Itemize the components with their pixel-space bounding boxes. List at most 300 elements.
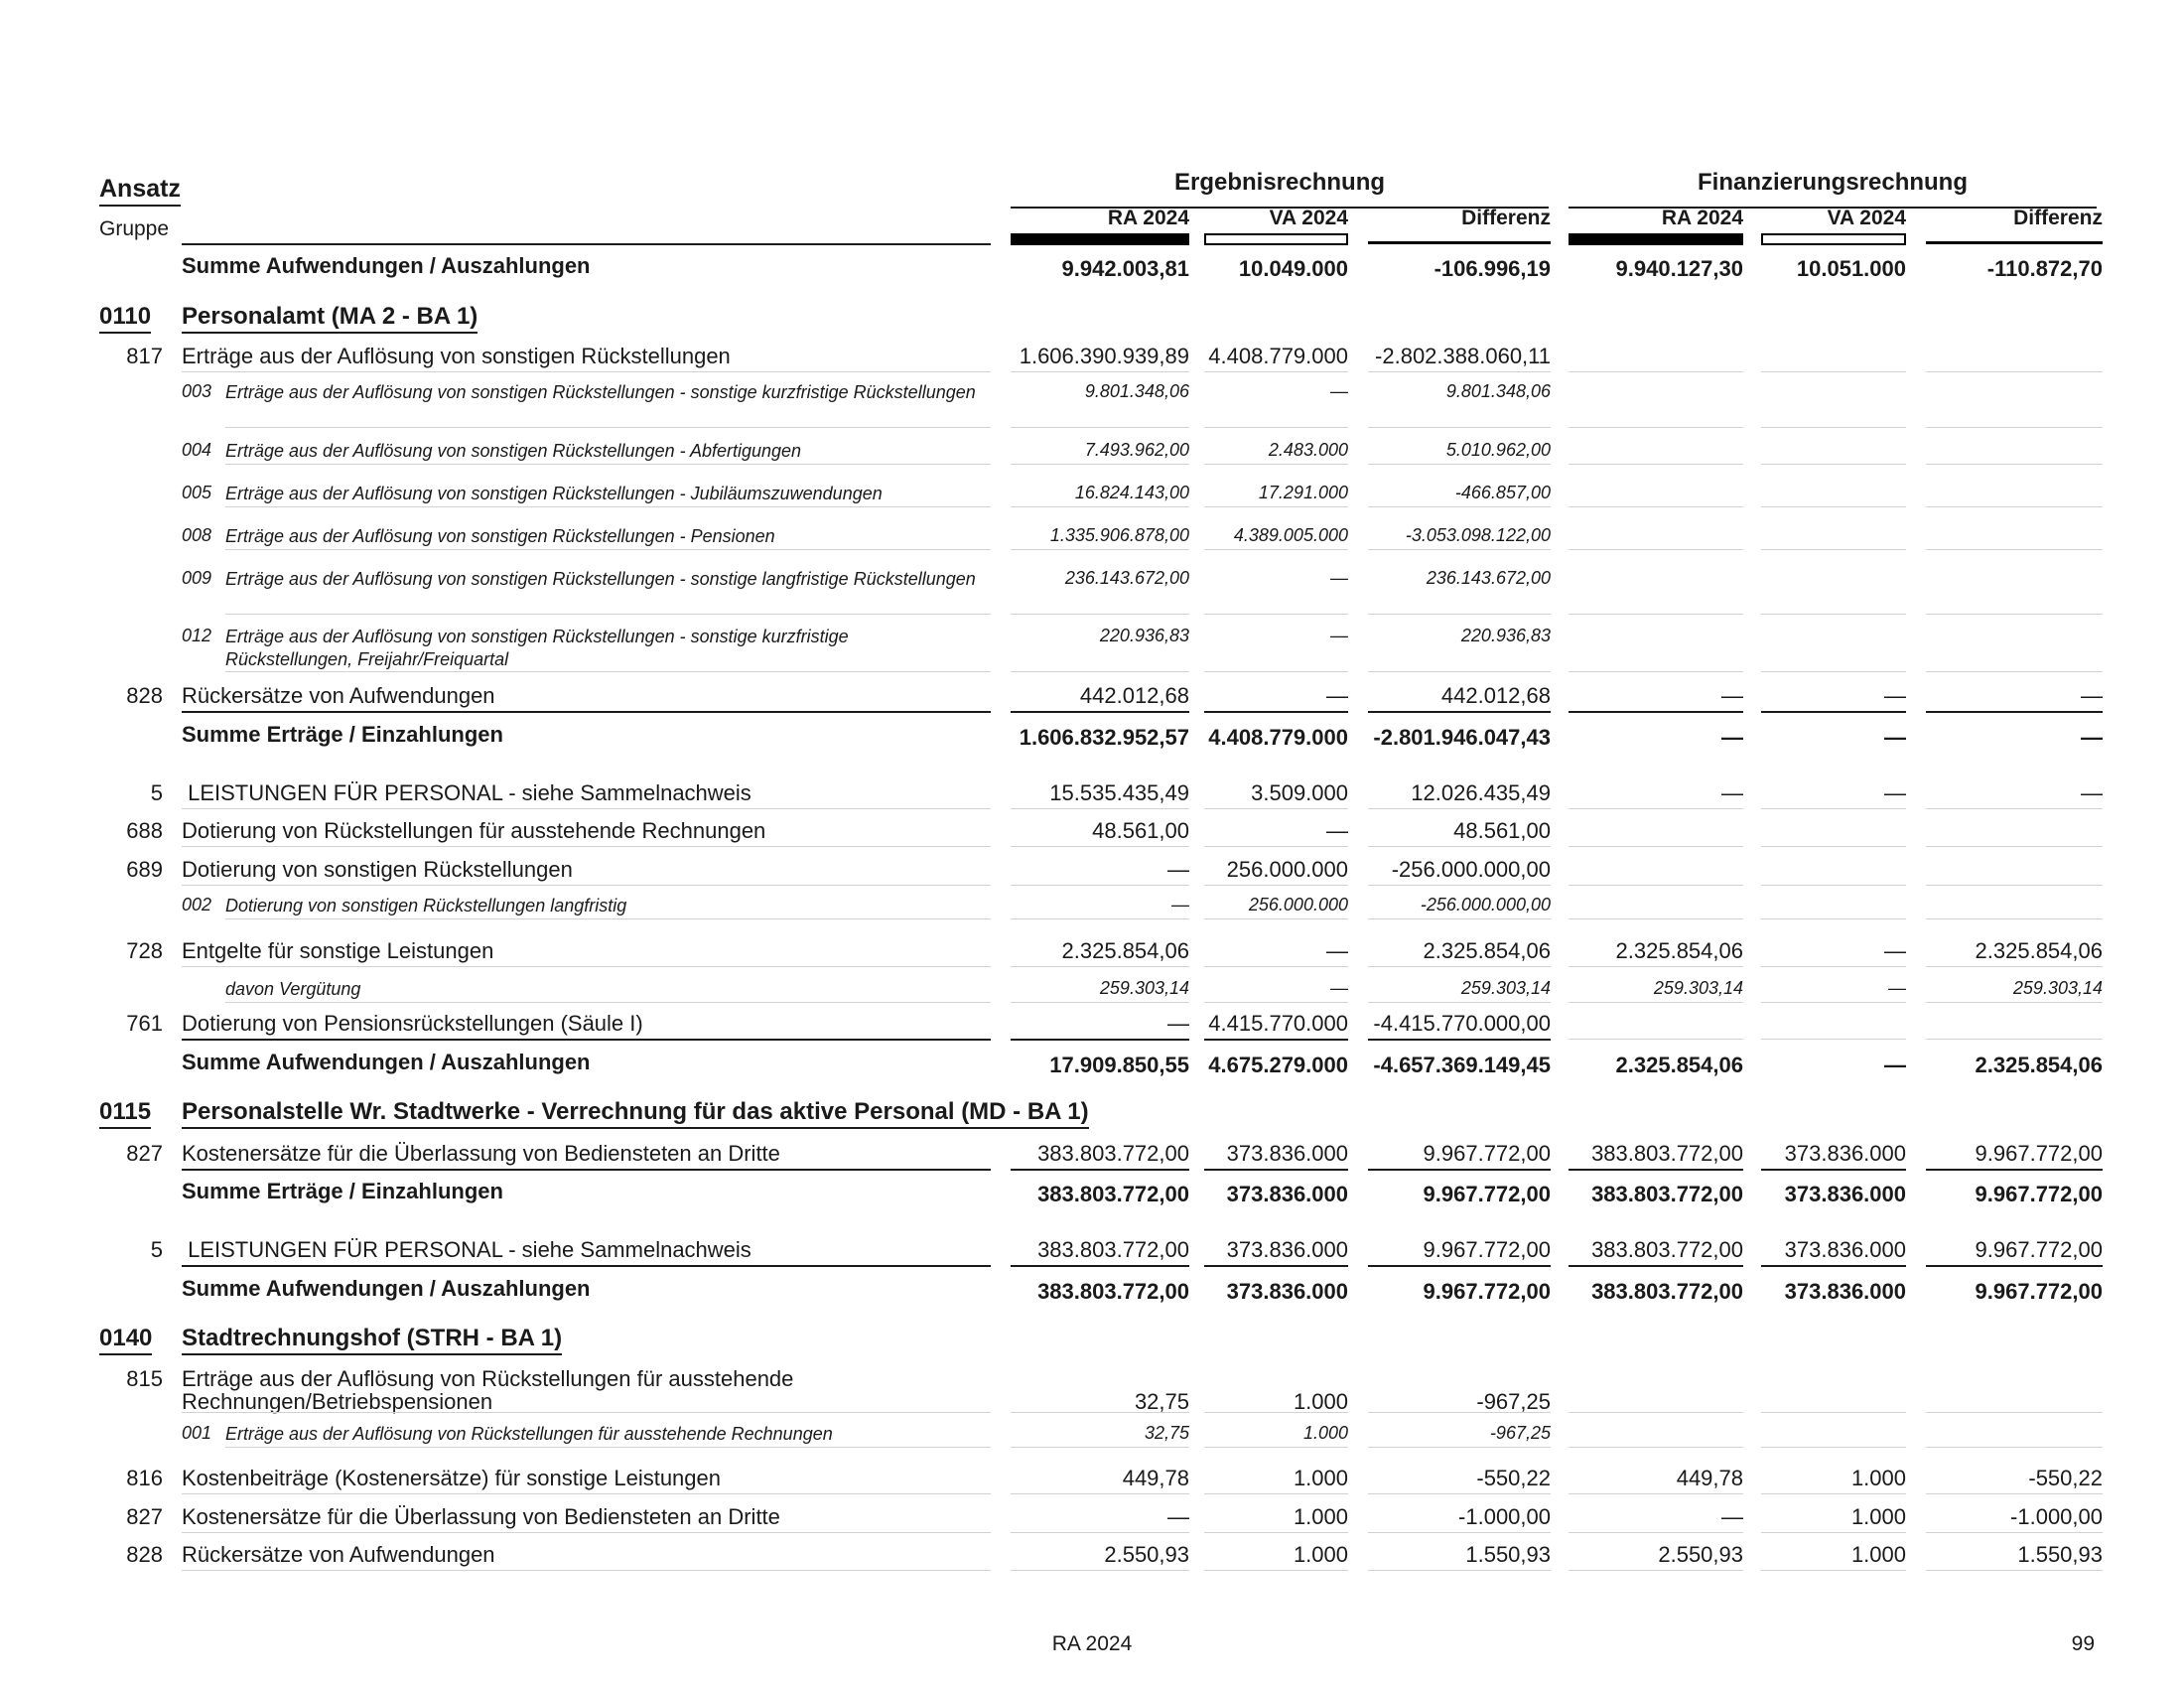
cell-rule: [1011, 711, 1189, 713]
cell-ergebnis-ra-2024: 1.335.906.878,00: [1049, 525, 1189, 545]
row-label: Kostenersätze für die Überlassung von Bediensteten an Dritte: [182, 1141, 780, 1166]
cell-rule: [1926, 1493, 2103, 1494]
cell-rule: [1926, 918, 2103, 919]
cell-ergebnis-va-2024: 4.408.779.000: [1208, 344, 1348, 368]
cell-rule: [1569, 549, 1743, 550]
row-label: Entgelte für sonstige Leistungen: [182, 938, 494, 963]
cell-rule: [1204, 808, 1348, 809]
row-rule: [182, 1532, 991, 1533]
row-rule: [182, 1493, 991, 1494]
col-header-ergebnis-va-2024: VA 2024: [1269, 207, 1348, 229]
cell-finanz-differenz: 9.967.772,00: [1975, 1182, 2103, 1206]
row-rule: [182, 1169, 991, 1171]
cell-rule: [1761, 1265, 1906, 1267]
cell-rule: [1569, 464, 1743, 465]
cell-rule: [1926, 464, 2103, 465]
row-code: 761: [126, 1011, 163, 1036]
cell-ergebnis-va-2024: —: [1330, 978, 1348, 998]
cell-ergebnis-differenz: -256.000.000,00: [1420, 895, 1551, 914]
cell-ergebnis-differenz: 220.936,83: [1460, 626, 1551, 645]
row-rule: [182, 966, 991, 967]
cell-rule: [1204, 711, 1348, 713]
row-rule: [182, 1412, 991, 1413]
cell-finanz-ra-2024: 2.550,93: [1658, 1542, 1743, 1567]
cell-rule: [1761, 614, 1906, 615]
cell-ergebnis-ra-2024: 48.561,00: [1092, 818, 1189, 843]
cell-finanz-ra-2024: 383.803.772,00: [1591, 1182, 1743, 1206]
row-rule: [225, 918, 991, 919]
row-code: 009: [182, 568, 212, 588]
cell-rule: [1761, 1570, 1906, 1571]
cell-rule: [1368, 427, 1551, 428]
cell-finanz-differenz: -110.872,70: [1986, 256, 2103, 281]
row-label: Erträge aus der Auflösung von sonstigen Rückstellungen - sonstige kurzfristige Rückstellungen: [225, 382, 976, 402]
cell-rule: [1569, 885, 1743, 886]
row-rule: [225, 1002, 991, 1003]
cell-ergebnis-va-2024: —: [1330, 626, 1348, 645]
cell-rule: [1011, 371, 1189, 372]
cell-finanz-differenz: 2.325.854,06: [1975, 938, 2103, 963]
cell-finanz-ra-2024: 383.803.772,00: [1591, 1279, 1743, 1304]
cell-ergebnis-ra-2024: 9.942.003,81: [1061, 256, 1189, 281]
cell-rule: [1011, 1039, 1189, 1041]
cell-rule: [1926, 427, 2103, 428]
row-label: LEISTUNGEN FÜR PERSONAL - siehe Sammelnachweis: [182, 1237, 751, 1262]
cell-rule: [1204, 671, 1348, 672]
cell-rule: [1368, 549, 1551, 550]
cell-finanz-va-2024: —: [1884, 938, 1906, 963]
cell-rule: [1368, 1039, 1551, 1041]
row-rule: [182, 846, 991, 847]
cell-rule: [1204, 549, 1348, 550]
cell-ergebnis-va-2024: —: [1330, 381, 1348, 401]
cell-finanz-differenz: 9.967.772,00: [1975, 1279, 2103, 1304]
row-rule: [225, 427, 991, 428]
section-code: 0115: [99, 1098, 151, 1129]
cell-rule: [1204, 1265, 1348, 1267]
cell-rule: [1011, 1265, 1189, 1267]
cell-finanz-differenz: —: [2081, 683, 2103, 708]
row-code: 827: [126, 1141, 163, 1166]
cell-rule: [1011, 614, 1189, 615]
row-code: 828: [126, 683, 163, 708]
row-label: Erträge aus der Auflösung von sonstigen Rückstellungen - Abfertigungen: [225, 441, 802, 461]
row-code: 817: [126, 344, 163, 368]
cell-ergebnis-ra-2024: 383.803.772,00: [1037, 1279, 1189, 1304]
cell-rule: [1761, 1447, 1906, 1448]
cell-rule: [1761, 371, 1906, 372]
cell-rule: [1204, 1412, 1348, 1413]
row-label: Summe Aufwendungen / Auszahlungen: [182, 1050, 591, 1074]
cell-ergebnis-va-2024: 2.483.000: [1268, 440, 1348, 460]
cell-rule: [1926, 808, 2103, 809]
cell-rule: [1926, 885, 2103, 886]
row-code: 001: [182, 1423, 212, 1443]
row-rule: [182, 1265, 991, 1267]
row-label: Erträge aus der Auflösung von Rückstellungen für ausstehende Rechnungen: [225, 1424, 833, 1444]
cell-rule: [1569, 808, 1743, 809]
finanzierungsrechnung-header: Finanzierungsrechnung: [1569, 169, 2097, 209]
cell-finanz-ra-2024: 9.940.127,30: [1615, 256, 1743, 281]
cell-rule: [1011, 885, 1189, 886]
cell-rule: [1204, 1002, 1348, 1003]
ergebnisrechnung-header: Ergebnisrechnung: [1011, 169, 1549, 209]
cell-ergebnis-va-2024: 256.000.000: [1248, 895, 1348, 914]
cell-rule: [1011, 1002, 1189, 1003]
cell-rule: [1011, 671, 1189, 672]
cell-rule: [1204, 1039, 1348, 1041]
section-title: Personalstelle Wr. Stadtwerke - Verrechnung für das aktive Personal (MD - BA 1): [182, 1098, 1089, 1129]
row-rule: [182, 1570, 991, 1571]
row-label: Erträge aus der Auflösung von sonstigen Rückstellungen: [182, 344, 731, 368]
row-label: Dotierung von sonstigen Rückstellungen langfristig: [225, 896, 627, 915]
row-label: Dotierung von Rückstellungen für ausstehende Rechnungen: [182, 818, 766, 843]
cell-rule: [1011, 549, 1189, 550]
header-rule: [182, 243, 991, 245]
cell-rule: [1011, 427, 1189, 428]
cell-ergebnis-ra-2024: 16.824.143,00: [1074, 483, 1189, 502]
cell-ergebnis-ra-2024: —: [1167, 1504, 1189, 1529]
cell-finanz-va-2024: —: [1888, 978, 1906, 998]
cell-rule: [1926, 1532, 2103, 1533]
row-label: Erträge aus der Auflösung von Rückstellungen für ausstehende: [182, 1366, 794, 1391]
cell-finanz-differenz: 9.967.772,00: [1975, 1237, 2103, 1262]
row-label: Erträge aus der Auflösung von sonstigen Rückstellungen - sonstige kurzfristige Rückstellungen, Freijahr/Freiquartal: [225, 627, 849, 669]
section-code: 0110: [99, 303, 151, 334]
cell-ergebnis-ra-2024: 383.803.772,00: [1037, 1237, 1189, 1262]
cell-ergebnis-va-2024: 4.408.779.000: [1208, 725, 1348, 750]
cell-rule: [1761, 846, 1906, 847]
cell-rule: [1761, 464, 1906, 465]
cell-ergebnis-differenz: 9.967.772,00: [1423, 1182, 1551, 1206]
cell-ergebnis-va-2024: —: [1326, 818, 1348, 843]
row-rule: [225, 1447, 991, 1448]
cell-ergebnis-differenz: 5.010.962,00: [1445, 440, 1551, 460]
cell-ergebnis-ra-2024: 7.493.962,00: [1084, 440, 1189, 460]
cell-finanz-va-2024: —: [1884, 683, 1906, 708]
row-rule: [225, 549, 991, 550]
cell-finanz-differenz: -550,22: [2028, 1466, 2103, 1490]
cell-ergebnis-differenz: -256.000.000,00: [1391, 857, 1551, 882]
cell-finanz-ra-2024: 383.803.772,00: [1591, 1141, 1743, 1166]
cell-finanz-differenz: 259.303,14: [2012, 978, 2103, 998]
cell-rule: [1569, 671, 1743, 672]
cell-rule: [1569, 918, 1743, 919]
cell-ergebnis-ra-2024: 32,75: [1144, 1423, 1189, 1443]
row-rule: [182, 1039, 991, 1041]
cell-ergebnis-differenz: -4.415.770.000,00: [1373, 1011, 1551, 1036]
row-label: LEISTUNGEN FÜR PERSONAL - siehe Sammelnachweis: [182, 780, 751, 805]
cell-ergebnis-va-2024: 1.000: [1293, 1504, 1348, 1529]
cell-finanz-ra-2024: —: [1721, 683, 1743, 708]
row-label: Erträge aus der Auflösung von sonstigen Rückstellungen - Jubiläumszuwendungen: [225, 484, 883, 503]
cell-ergebnis-va-2024: 373.836.000: [1226, 1237, 1348, 1262]
cell-ergebnis-va-2024: 4.389.005.000: [1233, 525, 1348, 545]
row-code: 728: [126, 938, 163, 963]
row-label: Summe Erträge / Einzahlungen: [182, 722, 503, 747]
cell-rule: [1761, 885, 1906, 886]
row-label: Summe Erträge / Einzahlungen: [182, 1179, 503, 1203]
cell-ergebnis-differenz: 9.967.772,00: [1423, 1279, 1551, 1304]
cell-rule: [1569, 1169, 1743, 1171]
cell-rule: [1204, 1532, 1348, 1533]
cell-ergebnis-ra-2024: 15.535.435,49: [1049, 780, 1189, 805]
cell-ergebnis-va-2024: 1.000: [1302, 1423, 1348, 1443]
cell-ergebnis-ra-2024: 442.012,68: [1079, 683, 1189, 708]
cell-finanz-va-2024: 373.836.000: [1784, 1279, 1906, 1304]
cell-rule: [1761, 966, 1906, 967]
cell-ergebnis-differenz: 2.325.854,06: [1423, 938, 1551, 963]
cell-ergebnis-ra-2024: 259.303,14: [1099, 978, 1189, 998]
cell-rule: [1926, 1265, 2103, 1267]
cell-rule: [1569, 1002, 1743, 1003]
cell-ergebnis-va-2024: —: [1326, 683, 1348, 708]
cell-rule: [1569, 427, 1743, 428]
cell-rule: [1926, 1412, 2103, 1413]
cell-rule: [1761, 1002, 1906, 1003]
cell-rule: [1204, 846, 1348, 847]
cell-rule: [1926, 549, 2103, 550]
cell-rule: [1368, 671, 1551, 672]
cell-ergebnis-differenz: -3.053.098.122,00: [1405, 525, 1551, 545]
cell-rule: [1926, 1447, 2103, 1448]
cell-ergebnis-va-2024: 373.836.000: [1226, 1141, 1348, 1166]
row-label: Rückersätze von Aufwendungen: [182, 1542, 495, 1567]
cell-rule: [1011, 1447, 1189, 1448]
cell-rule: [1368, 918, 1551, 919]
section-code: 0140: [99, 1325, 152, 1355]
cell-rule: [1011, 808, 1189, 809]
cell-rule: [1569, 711, 1743, 713]
row-code: 688: [126, 818, 163, 843]
cell-rule: [1569, 1570, 1743, 1571]
col-header-bar: [1011, 233, 1189, 245]
cell-ergebnis-differenz: 259.303,14: [1460, 978, 1551, 998]
cell-ergebnis-differenz: -2.802.388.060,11: [1375, 344, 1551, 368]
row-code: 5: [150, 1237, 163, 1262]
cell-finanz-va-2024: 1.000: [1850, 1504, 1906, 1529]
cell-finanz-va-2024: 1.000: [1850, 1466, 1906, 1490]
cell-rule: [1761, 1493, 1906, 1494]
cell-rule: [1926, 614, 2103, 615]
cell-rule: [1204, 1447, 1348, 1448]
row-code: 003: [182, 381, 212, 401]
cell-rule: [1368, 711, 1551, 713]
cell-ergebnis-va-2024: 10.049.000: [1238, 256, 1348, 281]
cell-ergebnis-va-2024: 1.000: [1293, 1389, 1348, 1414]
cell-ergebnis-differenz: -967,25: [1489, 1423, 1551, 1443]
cell-ergebnis-differenz: 236.143.672,00: [1426, 568, 1551, 588]
cell-rule: [1204, 1570, 1348, 1571]
row-rule: [182, 371, 991, 372]
cell-ergebnis-ra-2024: 1.606.832.952,57: [1019, 725, 1189, 750]
cell-rule: [1761, 1532, 1906, 1533]
cell-rule: [1204, 918, 1348, 919]
row-code: 008: [182, 525, 212, 545]
cell-ergebnis-ra-2024: 383.803.772,00: [1037, 1182, 1189, 1206]
row-rule: [225, 464, 991, 465]
section-title: Personalamt (MA 2 - BA 1): [182, 303, 478, 334]
cell-ergebnis-differenz: -2.801.946.047,43: [1373, 725, 1551, 750]
cell-rule: [1569, 1039, 1743, 1040]
cell-rule: [1011, 1169, 1189, 1171]
cell-rule: [1926, 371, 2103, 372]
cell-finanz-va-2024: —: [1884, 780, 1906, 805]
row-label: Summe Aufwendungen / Auszahlungen: [182, 253, 591, 278]
row-rule: [182, 711, 991, 713]
row-rule: [182, 808, 991, 809]
cell-rule: [1204, 1169, 1348, 1171]
cell-finanz-differenz: —: [2081, 725, 2103, 750]
cell-rule: [1204, 614, 1348, 615]
cell-finanz-differenz: -1.000,00: [2010, 1504, 2103, 1529]
cell-finanz-va-2024: 10.051.000: [1796, 256, 1906, 281]
cell-rule: [1368, 846, 1551, 847]
cell-rule: [1926, 966, 2103, 967]
cell-rule: [1368, 1265, 1551, 1267]
row-rule: [225, 506, 991, 507]
cell-rule: [1204, 427, 1348, 428]
cell-ergebnis-ra-2024: 1.606.390.939,89: [1019, 344, 1189, 368]
cell-ergebnis-va-2024: 3.509.000: [1251, 780, 1348, 805]
cell-rule: [1011, 506, 1189, 507]
row-code: 5: [150, 780, 163, 805]
page-number: 99: [2071, 1632, 2095, 1655]
cell-rule: [1368, 1532, 1551, 1533]
col-header-bar: [1761, 233, 1906, 245]
row-rule: [225, 614, 991, 615]
cell-ergebnis-va-2024: 1.000: [1293, 1466, 1348, 1490]
cell-rule: [1368, 1447, 1551, 1448]
cell-ergebnis-ra-2024: 9.801.348,06: [1084, 381, 1189, 401]
cell-finanz-differenz: 9.967.772,00: [1975, 1141, 2103, 1166]
row-code: 012: [182, 626, 212, 645]
cell-ergebnis-differenz: 9.967.772,00: [1423, 1141, 1551, 1166]
cell-rule: [1011, 464, 1189, 465]
cell-ergebnis-va-2024: 373.836.000: [1226, 1182, 1348, 1206]
cell-ergebnis-differenz: -4.657.369.149,45: [1373, 1053, 1551, 1077]
cell-ergebnis-ra-2024: 220.936,83: [1099, 626, 1189, 645]
cell-finanz-ra-2024: 449,78: [1676, 1466, 1743, 1490]
cell-finanz-ra-2024: —: [1721, 725, 1743, 750]
cell-finanz-ra-2024: —: [1721, 1504, 1743, 1529]
cell-finanz-va-2024: 373.836.000: [1784, 1141, 1906, 1166]
row-code: 816: [126, 1466, 163, 1490]
cell-finanz-ra-2024: 383.803.772,00: [1591, 1237, 1743, 1262]
cell-ergebnis-va-2024: 4.675.279.000: [1208, 1053, 1348, 1077]
cell-rule: [1204, 464, 1348, 465]
cell-rule: [1569, 1493, 1743, 1494]
row-label: Kostenersätze für die Überlassung von Bediensteten an Dritte: [182, 1504, 780, 1529]
cell-rule: [1011, 846, 1189, 847]
cell-rule: [1761, 808, 1906, 809]
col-header-ergebnis-differenz: Differenz: [1461, 207, 1551, 229]
row-label: Dotierung von sonstigen Rückstellungen: [182, 857, 573, 882]
col-header-bar: [1368, 241, 1551, 244]
row-label: Summe Aufwendungen / Auszahlungen: [182, 1276, 591, 1301]
cell-rule: [1761, 1412, 1906, 1413]
cell-ergebnis-ra-2024: 236.143.672,00: [1064, 568, 1189, 588]
cell-rule: [1569, 506, 1743, 507]
cell-ergebnis-differenz: -550,22: [1476, 1466, 1551, 1490]
row-label-continued: Rechnungen/Betriebspensionen: [182, 1389, 493, 1414]
footer-report-label: RA 2024: [1051, 1632, 1133, 1655]
cell-rule: [1204, 885, 1348, 886]
cell-rule: [1761, 671, 1906, 672]
cell-rule: [1761, 1169, 1906, 1171]
cell-rule: [1926, 1169, 2103, 1171]
cell-rule: [1011, 1412, 1189, 1413]
cell-rule: [1761, 506, 1906, 507]
cell-rule: [1368, 506, 1551, 507]
row-label: Erträge aus der Auflösung von sonstigen Rückstellungen - sonstige langfristige Rückstellungen: [225, 569, 976, 589]
gruppe-header: Gruppe: [99, 217, 170, 240]
cell-ergebnis-va-2024: 256.000.000: [1226, 857, 1348, 882]
cell-rule: [1368, 371, 1551, 372]
cell-rule: [1926, 1570, 2103, 1571]
cell-rule: [1569, 371, 1743, 372]
row-code: 005: [182, 483, 212, 502]
cell-ergebnis-differenz: -1.000,00: [1458, 1504, 1551, 1529]
cell-ergebnis-differenz: 1.550,93: [1465, 1542, 1551, 1567]
cell-rule: [1926, 1039, 2103, 1040]
cell-rule: [1204, 371, 1348, 372]
cell-rule: [1204, 506, 1348, 507]
cell-ergebnis-va-2024: —: [1326, 938, 1348, 963]
row-code: 815: [126, 1366, 163, 1391]
cell-rule: [1204, 1493, 1348, 1494]
cell-rule: [1761, 711, 1906, 713]
row-label: Rückersätze von Aufwendungen: [182, 683, 495, 708]
cell-rule: [1761, 918, 1906, 919]
cell-rule: [1761, 1039, 1906, 1040]
ansatz-header: Ansatz: [99, 175, 181, 207]
cell-finanz-differenz: —: [2081, 780, 2103, 805]
cell-rule: [1926, 671, 2103, 672]
cell-ergebnis-ra-2024: —: [1167, 857, 1189, 882]
cell-ergebnis-va-2024: 17.291.000: [1258, 483, 1348, 502]
cell-rule: [1368, 966, 1551, 967]
cell-finanz-va-2024: 1.000: [1850, 1542, 1906, 1567]
cell-ergebnis-ra-2024: 383.803.772,00: [1037, 1141, 1189, 1166]
cell-ergebnis-differenz: 442.012,68: [1440, 683, 1551, 708]
col-header-bar: [1204, 233, 1348, 245]
cell-ergebnis-ra-2024: 2.550,93: [1104, 1542, 1189, 1567]
cell-ergebnis-differenz: 12.026.435,49: [1411, 780, 1551, 805]
cell-ergebnis-differenz: 48.561,00: [1453, 818, 1551, 843]
section-title: Stadtrechnungshof (STRH - BA 1): [182, 1325, 562, 1355]
cell-rule: [1368, 1570, 1551, 1571]
cell-ergebnis-differenz: 9.967.772,00: [1423, 1237, 1551, 1262]
cell-ergebnis-differenz: -967,25: [1476, 1389, 1551, 1414]
cell-rule: [1368, 1412, 1551, 1413]
cell-rule: [1569, 1412, 1743, 1413]
cell-rule: [1368, 1002, 1551, 1003]
cell-rule: [1368, 885, 1551, 886]
cell-finanz-ra-2024: 2.325.854,06: [1615, 1053, 1743, 1077]
row-label: Erträge aus der Auflösung von sonstigen Rückstellungen - Pensionen: [225, 526, 775, 546]
cell-rule: [1569, 846, 1743, 847]
cell-finanz-ra-2024: —: [1721, 780, 1743, 805]
col-header-ergebnis-ra-2024: RA 2024: [1107, 207, 1189, 229]
row-label: Kostenbeiträge (Kostenersätze) für sonstige Leistungen: [182, 1466, 721, 1490]
cell-ergebnis-ra-2024: 32,75: [1134, 1389, 1189, 1414]
cell-rule: [1368, 464, 1551, 465]
cell-rule: [1569, 614, 1743, 615]
cell-rule: [1368, 1493, 1551, 1494]
cell-finanz-differenz: 2.325.854,06: [1975, 1053, 2103, 1077]
cell-rule: [1761, 549, 1906, 550]
